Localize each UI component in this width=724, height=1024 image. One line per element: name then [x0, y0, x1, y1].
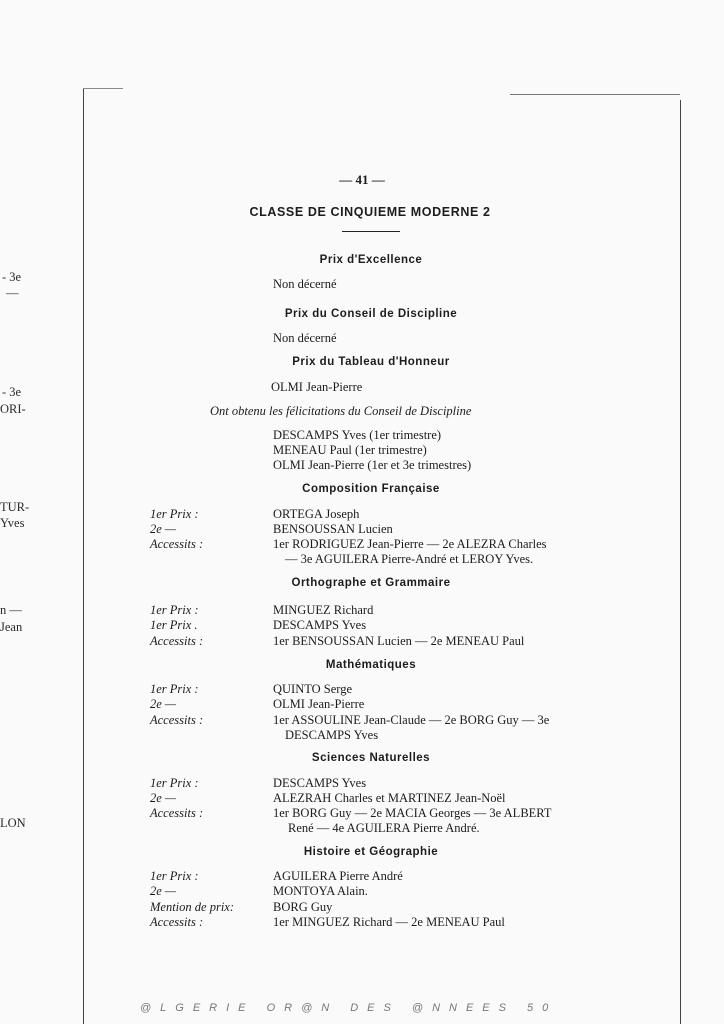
row-label: 1er Prix :: [150, 603, 199, 617]
row-text: DESCAMPS Yves: [273, 618, 367, 632]
heading-prix-conseil: Prix du Conseil de Discipline: [284, 308, 458, 320]
row-text: AGUILERA Pierre André: [273, 869, 403, 883]
left-fragment: —: [6, 286, 19, 300]
row-text: René — 4e AGUILERA Pierre André.: [288, 821, 480, 835]
row-text: QUINTO Serge: [273, 682, 353, 696]
left-fragment: ORI-: [0, 402, 26, 416]
top-border-right: [510, 94, 680, 95]
row-text: 1er BORG Guy — 2e MACIA Georges — 3e ALBERT: [273, 806, 552, 820]
heading-sciences: Sciences Naturelles: [311, 752, 431, 764]
row-label: 1er Prix :: [150, 507, 199, 521]
heading-orthographe: Orthographe et Grammaire: [291, 577, 451, 589]
prix-excellence-value: Non décerné: [273, 277, 337, 291]
prix-tableau-value: OLMI Jean-Pierre: [271, 380, 363, 394]
left-fragment: TUR-: [0, 500, 30, 514]
row-text: BORG Guy: [273, 900, 333, 914]
row-label: Accessits :: [150, 713, 204, 727]
row-text: ALEZRAH Charles et MARTINEZ Jean-Noël: [273, 791, 506, 805]
heading-histoire: Histoire et Géographie: [303, 846, 439, 858]
row-text: DESCAMPS Yves: [273, 776, 367, 790]
row-text: BENSOUSSAN Lucien: [273, 522, 393, 536]
row-label: Accessits :: [150, 537, 204, 551]
heading-mathematiques: Mathématiques: [325, 659, 417, 671]
left-fragment: n —: [0, 603, 22, 617]
felicitations-line: MENEAU Paul (1er trimestre): [273, 443, 427, 457]
row-text: OLMI Jean-Pierre: [273, 697, 365, 711]
row-label: 1er Prix :: [150, 869, 199, 883]
left-fragment: - 3e: [2, 385, 22, 399]
row-label: 2e —: [150, 697, 177, 711]
heading-felicitations: Ont obtenu les félicitations du Conseil de Discipline: [210, 404, 472, 418]
row-label: 1er Prix .: [150, 618, 198, 632]
heading-prix-excellence: Prix d'Excellence: [319, 254, 423, 266]
left-fragment: Yves: [0, 516, 25, 530]
left-fragment: Jean: [0, 620, 23, 634]
row-text: 1er BENSOUSSAN Lucien — 2e MENEAU Paul: [273, 634, 525, 648]
row-label: Accessits :: [150, 806, 204, 820]
top-border-left: [83, 88, 123, 89]
heading-prix-tableau: Prix du Tableau d'Honneur: [292, 356, 450, 368]
row-text: ORTEGA Joseph: [273, 507, 360, 521]
right-page-border: [680, 100, 681, 1024]
heading-composition: Composition Française: [302, 483, 440, 495]
row-label: 2e —: [150, 791, 177, 805]
row-label: 1er Prix :: [150, 776, 199, 790]
left-fragment: LON: [0, 816, 26, 830]
prix-conseil-value: Non décerné: [273, 331, 337, 345]
page-number: — 41 —: [339, 172, 385, 187]
row-label: Accessits :: [150, 634, 204, 648]
row-label: 1er Prix :: [150, 682, 199, 696]
row-text: 1er ASSOULINE Jean-Claude — 2e BORG Guy — 3e: [273, 713, 550, 727]
class-title: CLASSE DE CINQUIEME MODERNE 2: [249, 205, 491, 219]
title-underline: [342, 231, 400, 232]
row-text: 1er RODRIGUEZ Jean-Pierre — 2e ALEZRA Charles: [273, 537, 547, 551]
row-label: 2e —: [150, 522, 177, 536]
row-text: MONTOYA Alain.: [273, 884, 368, 898]
left-fragment: - 3e: [2, 270, 22, 284]
left-page-border: [83, 88, 84, 1024]
row-text: DESCAMPS Yves: [285, 728, 379, 742]
row-label: Mention de prix:: [150, 900, 235, 914]
row-text: — 3e AGUILERA Pierre-André et LEROY Yves.: [285, 552, 534, 566]
felicitations-line: OLMI Jean-Pierre (1er et 3e trimestres): [273, 458, 472, 472]
row-label: Accessits :: [150, 915, 204, 929]
row-text: MINGUEZ Richard: [273, 603, 374, 617]
footer-watermark: @LGERIE OR@N DES @NNEES 50: [140, 1002, 558, 1014]
row-label: 2e —: [150, 884, 177, 898]
row-text: 1er MINGUEZ Richard — 2e MENEAU Paul: [273, 915, 505, 929]
felicitations-line: DESCAMPS Yves (1er trimestre): [273, 428, 442, 442]
